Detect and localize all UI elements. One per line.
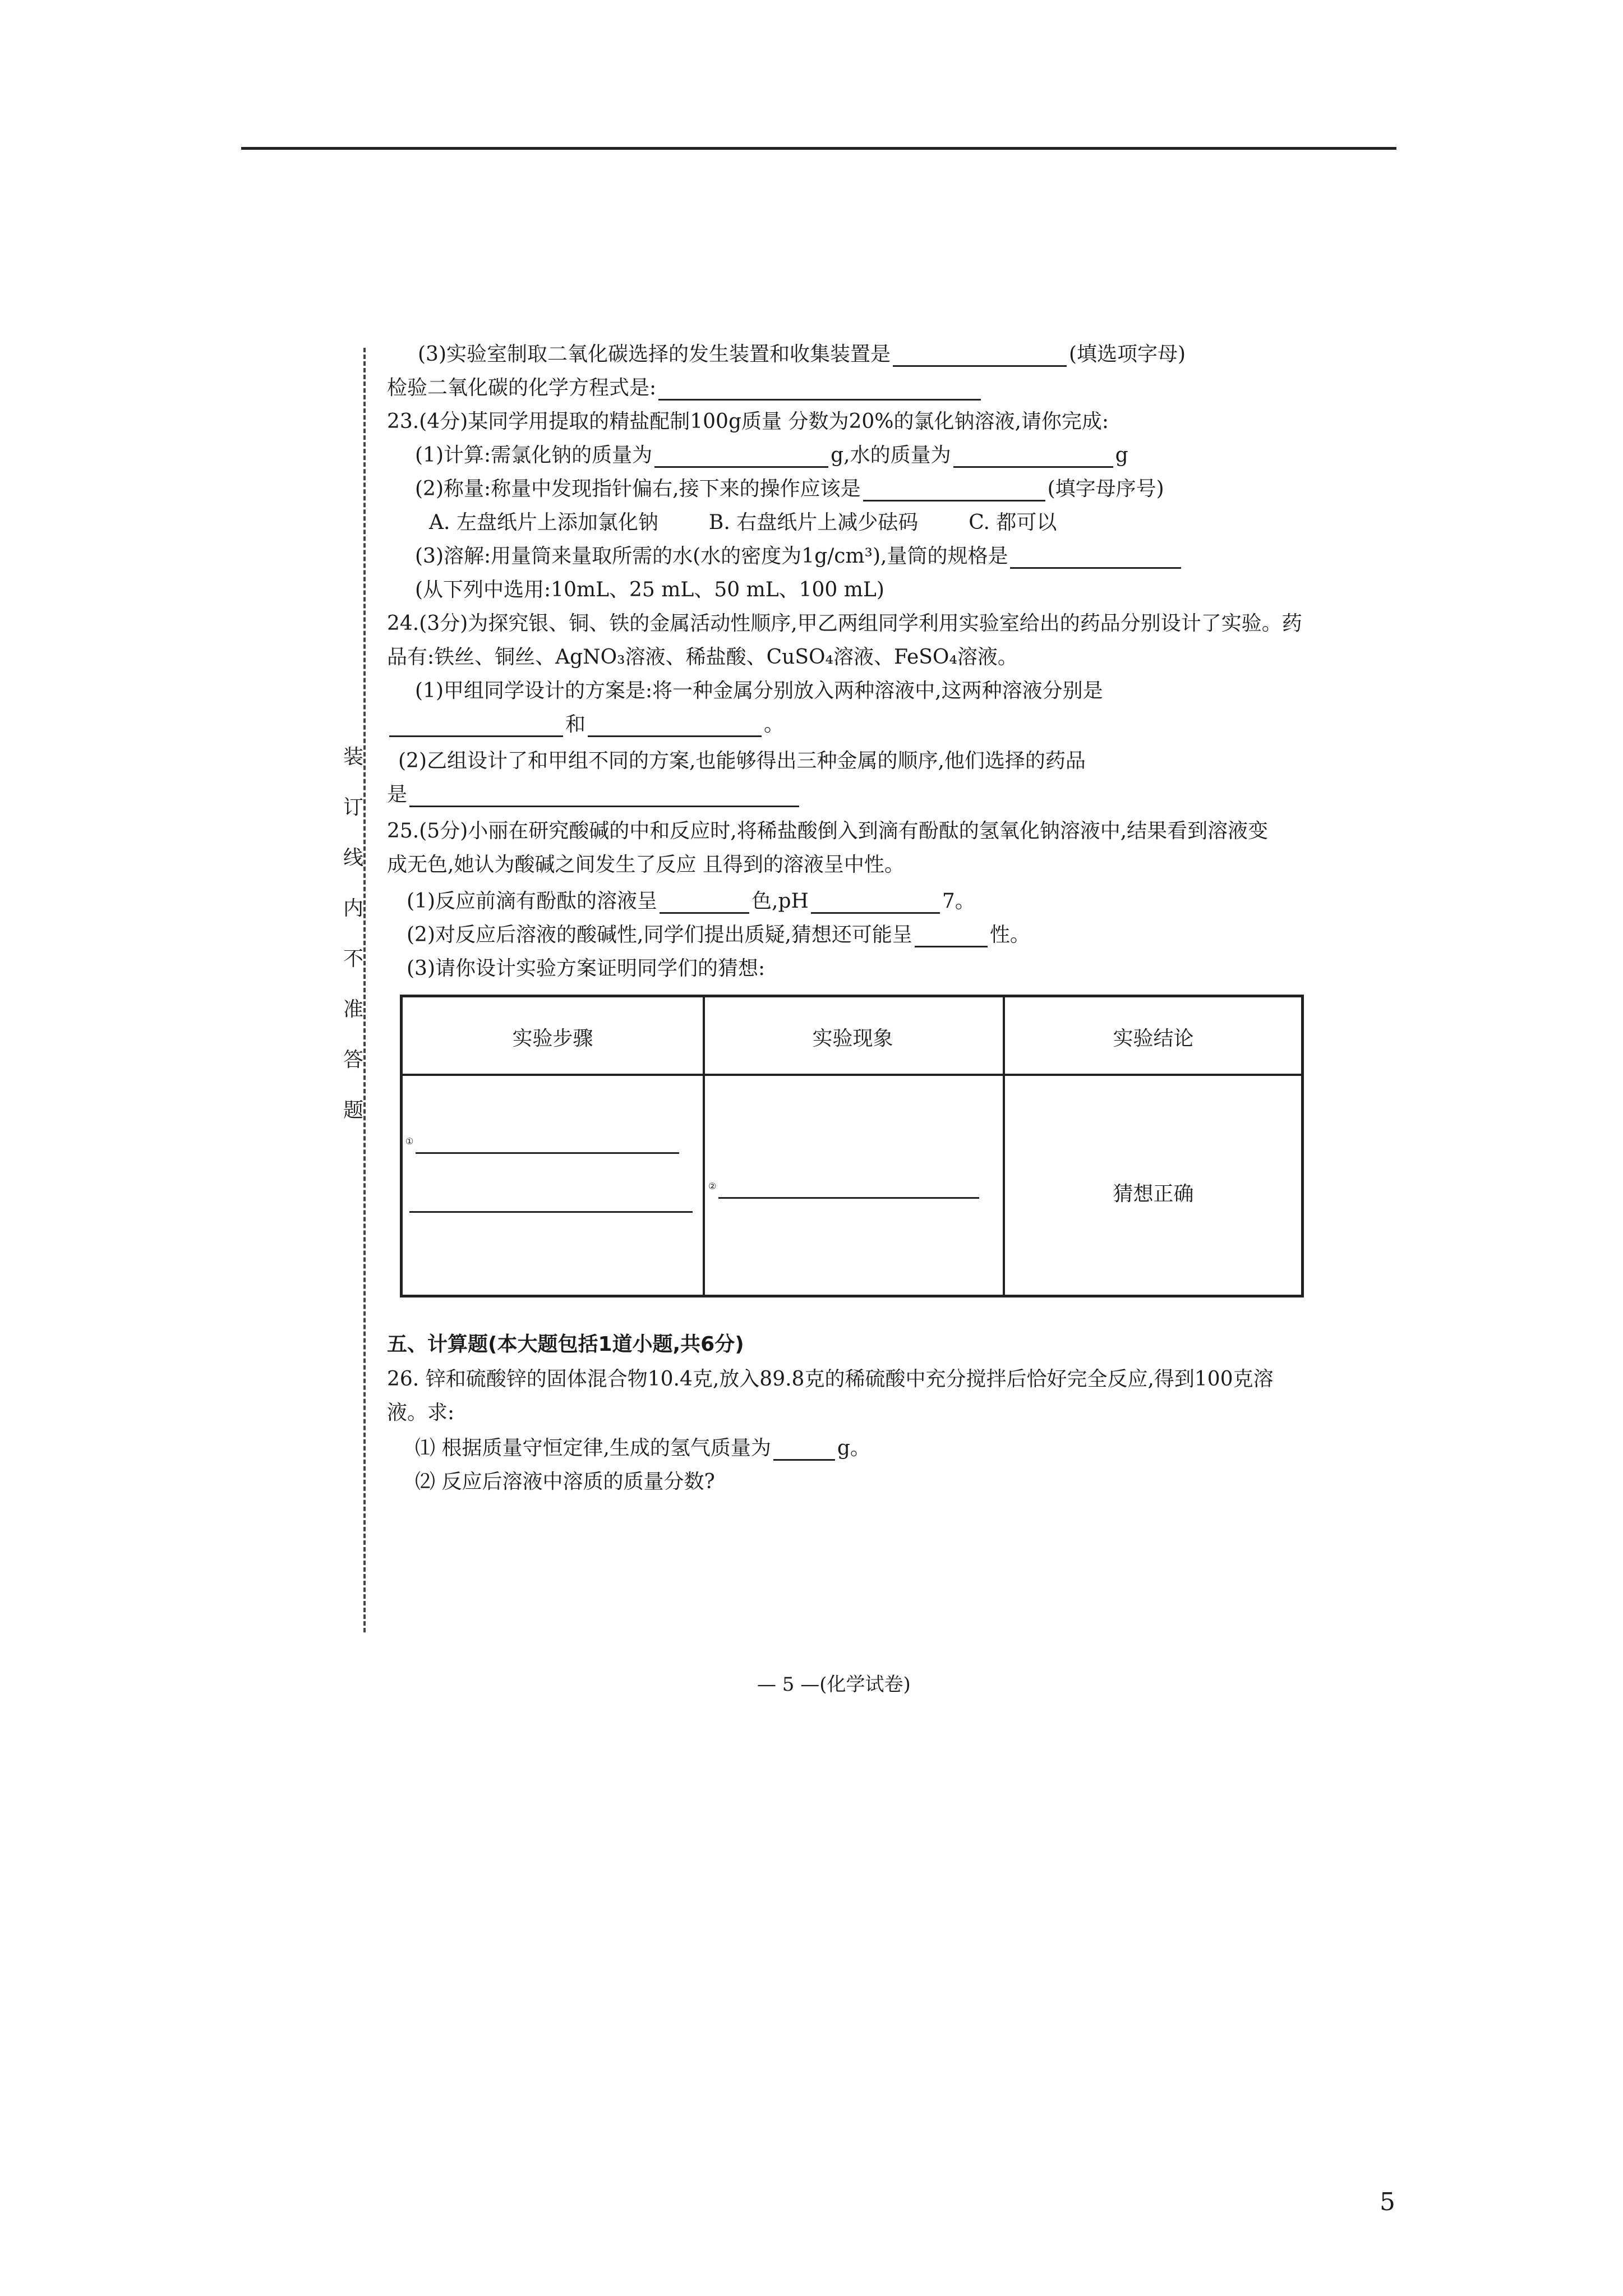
page-footer: — 5 —(化学试卷) bbox=[757, 1673, 911, 1696]
q24-1-line: (1)甲组同学设计的方案是:将一种金属分别放入两种溶液中,这两种溶液分别是 bbox=[415, 679, 1103, 702]
answer-blank[interactable] bbox=[654, 447, 828, 468]
q25-context: 成无色,她认为酸碱之间发生了反应 且得到的溶液呈中性。 bbox=[387, 853, 905, 876]
answer-blank[interactable] bbox=[811, 893, 940, 914]
q23-1-line: (1)计算:需氯化钠的质量为 g,水的质量为 g bbox=[415, 444, 1128, 467]
q22-3-line: (3)实验室制取二氧化碳选择的发生装置和收集装置是 (填选项字母) bbox=[418, 343, 1186, 366]
answer-blank[interactable] bbox=[409, 786, 799, 807]
q23-2-line: (2)称量:称量中发现指针偏右,接下来的操作应该是 (填字母序号) bbox=[415, 477, 1164, 500]
binding-margin-text bbox=[336, 746, 370, 1150]
step-cell-second-line bbox=[407, 1188, 695, 1213]
q25-2-line: (2)对反应后溶液的酸碱性,同学们提出质疑,猜想还可能呈 性。 bbox=[407, 923, 1030, 946]
binding-char: 题 bbox=[343, 1099, 363, 1122]
answer-blank[interactable] bbox=[1010, 548, 1181, 569]
answer-blank[interactable] bbox=[588, 716, 762, 737]
q23-title: 23.(4分)某同学用提取的精盐配制100g质量 分数为20%的氯化钠溶液,请你完成: bbox=[387, 410, 1109, 433]
answer-blank[interactable] bbox=[893, 346, 1067, 367]
binding-char: 订 bbox=[343, 796, 363, 819]
experiment-table bbox=[400, 995, 1304, 1297]
phenomenon-cell: ② bbox=[708, 1174, 981, 1199]
answer-blank[interactable] bbox=[416, 1133, 679, 1154]
answer-blank[interactable] bbox=[658, 380, 981, 401]
binding-char: 线 bbox=[343, 846, 363, 869]
conclusion-cell: 猜想正确 bbox=[1113, 1182, 1194, 1205]
binding-char: 准 bbox=[343, 998, 363, 1021]
q26-1-line: ⑴ 根据质量守恒定律,生成的氢气质量为 g。 bbox=[415, 1437, 870, 1460]
answer-blank[interactable] bbox=[773, 1440, 835, 1461]
q23-options: A. 左盘纸片上添加氯化钠 B. 右盘纸片上减少砝码 C. 都可以 bbox=[429, 511, 1057, 534]
q24-title: 24.(3分)为探究银、铜、铁的金属活动性顺序,甲乙两组同学利用实验室给出的药品分别设计了实验。药 bbox=[387, 612, 1302, 635]
answer-blank[interactable] bbox=[915, 927, 988, 947]
q25-title: 25.(5分)小丽在研究酸碱的中和反应时,将稀盐酸倒入到滴有酚酞的氢氧化钠溶液中,结果看到溶液变 bbox=[387, 820, 1269, 843]
q24-2-answer-line: 是 bbox=[387, 783, 801, 807]
answer-blank[interactable] bbox=[718, 1178, 979, 1199]
q23-3-line: (3)溶解:用量筒来量取所需的水(水的密度为1g/cm³),量筒的规格是 bbox=[415, 544, 1183, 569]
q26-title: 26. 锌和硫酸锌的固体混合物10.4克,放入89.8克的稀硫酸中充分搅拌后恰好完全反应,得到100克溶 bbox=[387, 1368, 1274, 1391]
answer-blank[interactable] bbox=[863, 481, 1045, 501]
q24-reagents: 品有:铁丝、铜丝、AgNO₃溶液、稀盐酸、CuSO₄溶液、FeSO₄溶液。 bbox=[387, 646, 1018, 669]
q26-2-line: ⑵ 反应后溶液中溶质的质量分数? bbox=[415, 1470, 715, 1493]
binding-char: 内 bbox=[343, 897, 363, 920]
q25-3-line: (3)请你设计实验方案证明同学们的猜想: bbox=[407, 957, 766, 980]
section-five-title: 五、计算题(本大题包括1道小题,共6分) bbox=[387, 1333, 744, 1356]
q25-1-line: (1)反应前滴有酚酞的溶液呈 色,pH 7。 bbox=[407, 890, 975, 913]
table-header-cell: 实验结论 bbox=[1113, 1027, 1194, 1050]
page-number: 5 bbox=[1380, 2188, 1395, 2216]
step-cell: ① bbox=[405, 1129, 681, 1154]
answer-blank[interactable] bbox=[409, 1192, 693, 1213]
q26-title-cont: 液。求: bbox=[387, 1401, 455, 1424]
q24-1-answer-line: 和 。 bbox=[387, 712, 784, 737]
binding-char: 不 bbox=[343, 947, 363, 970]
answer-blank[interactable] bbox=[389, 716, 563, 737]
answer-blank[interactable] bbox=[953, 447, 1113, 468]
table-header-cell: 实验步骤 bbox=[512, 1027, 593, 1050]
q22-equation-line: 检验二氧化碳的化学方程式是: bbox=[387, 376, 983, 401]
q24-2-line: (2)乙组设计了和甲组不同的方案,也能够得出三种金属的顺序,他们选择的药品 bbox=[398, 749, 1086, 772]
header-rule bbox=[241, 147, 1396, 150]
q23-3-note: (从下列中选用:10mL、25 mL、50 mL、100 mL) bbox=[415, 578, 884, 601]
binding-char: 答 bbox=[343, 1048, 363, 1071]
binding-char: 装 bbox=[343, 746, 363, 769]
table-header-cell: 实验现象 bbox=[812, 1027, 893, 1050]
answer-blank[interactable] bbox=[660, 893, 749, 914]
